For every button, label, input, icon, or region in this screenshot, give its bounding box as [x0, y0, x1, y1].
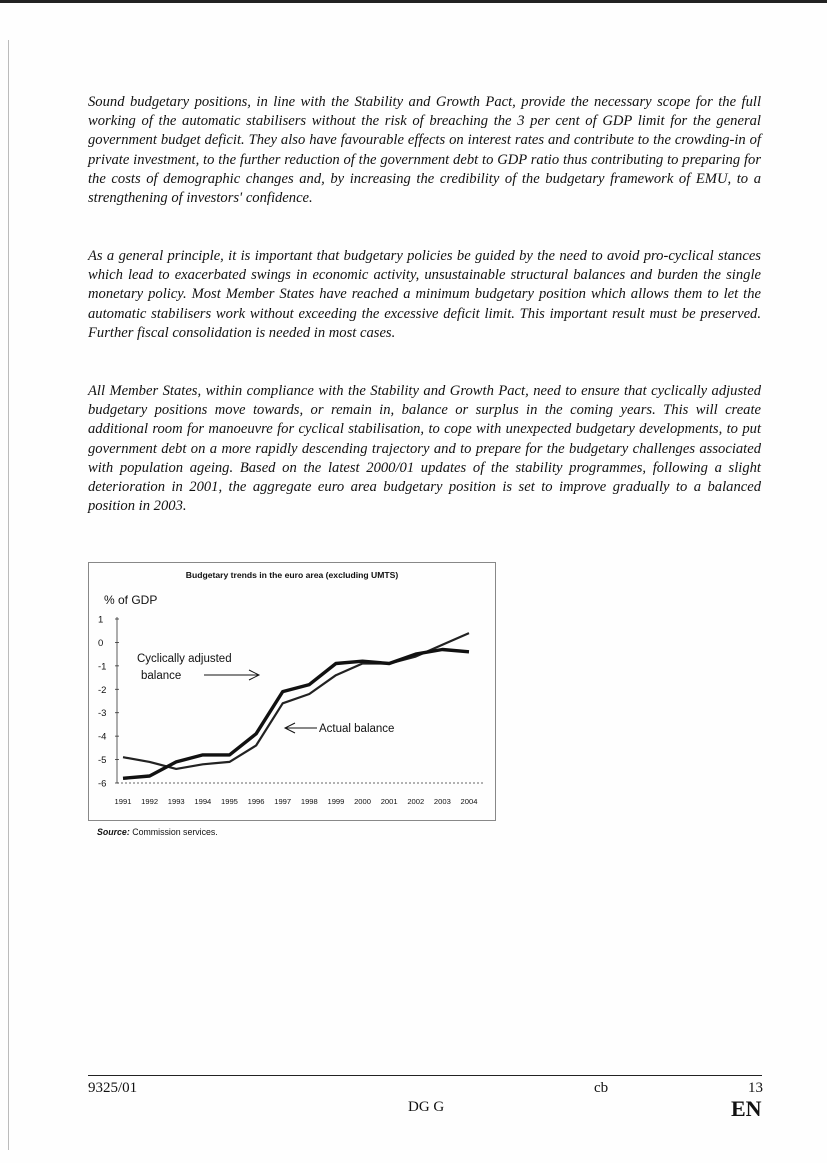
- x-tick-label: 2001: [380, 797, 398, 806]
- page-number: 13: [748, 1080, 763, 1096]
- x-tick-label: 1991: [114, 797, 132, 806]
- author-initials: cb: [594, 1080, 609, 1096]
- budgetary-trends-chart: [88, 562, 496, 821]
- paragraph-general-principle: As a general principle, it is important that budgetary policies be guided by the need to avoid pro-cyclical stances which lead to exacerbated swings in economic activity, unsustainable structural balances and burden the single monetary policy. Most Member States have reached a minimum budgetary position which allows them to let the automatic stabilisers work without exceeding the excessive deficit limit. This important result must be preserved. Further fiscal consolidation is needed in most cases.: [88, 248, 761, 341]
- annotation-actual-balance: Actual balance: [319, 723, 395, 735]
- y-tick-label: 1: [98, 614, 104, 626]
- y-tick-label: -1: [98, 661, 107, 673]
- series-line-actual-balance: [123, 650, 469, 779]
- y-tick-label: 0: [98, 637, 104, 649]
- x-tick-label: 2004: [460, 797, 478, 806]
- paragraph-member-states: All Member States, within compliance with the Stability and Growth Pact, need to ensure that cyclically adjusted budgetary positions move towards, or remain in, balance or surplus in the coming years. This will create additional room for manoeuvre for cyclical stabilisation, to cope with unexpected budgetary developments, to put government debt on a more rapidly descending trajectory and to prepare for the budgetary challenges associated with population ageing. Based on the latest 2000/01 updates of the stability programmes, following a slight deterioration in 2001, the aggregate euro area budgetary position is set to improve gradually to a balanced position in 2003.: [88, 383, 761, 515]
- document-code: 9325/01: [88, 1080, 138, 1096]
- y-tick-label: -3: [98, 708, 107, 720]
- x-tick-label: 2002: [407, 797, 425, 806]
- x-tick-label: 2003: [433, 797, 451, 806]
- x-tick-label: 1998: [300, 797, 318, 806]
- y-tick-label: -6: [98, 778, 107, 790]
- annotation-cyclical-line2: balance: [141, 670, 182, 682]
- source-text: Commission services.: [132, 827, 218, 837]
- y-tick-label: -2: [98, 684, 107, 696]
- paragraph-sound-budgetary-positions: Sound budgetary positions, in line with the Stability and Growth Pact, provide the necessary scope for the full working of the automatic stabilisers without the risk of breaching the 3 per cent of GDP limit for the general government budget deficit. They also have favourable effects on interest rates and contribute to the crowding-in of private investment, to the further reduction of the government debt to GDP ratio thus contributing to preparing for the costs of demographic changes and, by increasing the credibility of the budgetary framework of EMU, to a strengthening of investors' confidence.: [88, 94, 761, 207]
- language-code: EN: [731, 1096, 762, 1121]
- y-tick-label: -5: [98, 755, 107, 767]
- chart-source: [97, 827, 218, 837]
- chart-title: Budgetary trends in the euro area (excluding UMTS): [185, 570, 399, 580]
- x-tick-label: 1999: [327, 797, 345, 806]
- x-tick-label: 1994: [194, 797, 212, 806]
- x-tick-label: 1997: [274, 797, 292, 806]
- top-rule: [0, 0, 827, 3]
- annotation-cyclical-line1: Cyclically adjusted: [137, 653, 232, 665]
- chart-plot-svg: [89, 563, 495, 820]
- x-tick-label: 1992: [141, 797, 159, 806]
- x-tick-label: 1996: [247, 797, 265, 806]
- footer-rule: [88, 1075, 762, 1076]
- left-margin-rule: [8, 40, 9, 1150]
- x-tick-label: 1993: [167, 797, 185, 806]
- x-tick-label: 1995: [221, 797, 238, 806]
- y-tick-label: -4: [98, 731, 107, 743]
- directorate-label: DG G: [408, 1099, 445, 1115]
- chart-y-unit-label: % of GDP: [104, 593, 158, 607]
- source-label: Source:: [97, 827, 130, 837]
- x-tick-label: 2000: [354, 797, 371, 806]
